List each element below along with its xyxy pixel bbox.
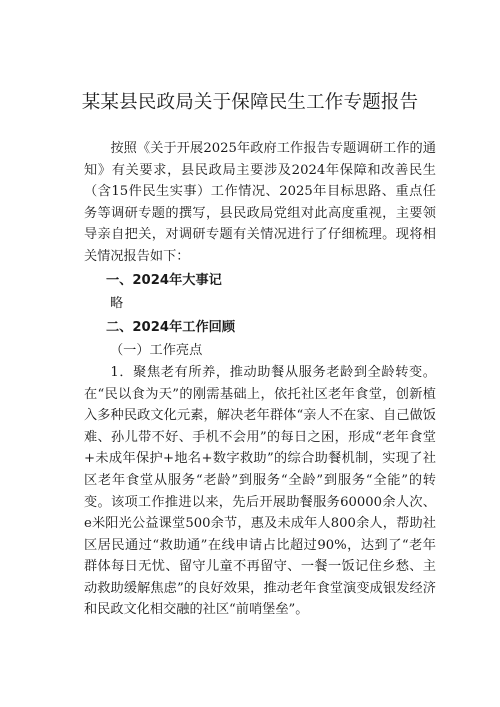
intro-paragraph: 按照《关于开展2025年政府工作报告专题调研工作的通知》有关要求，县民政局主要涉及2024年保障和改善民生（含15件民生实事）工作情况、2025年目标思路、重点任务等调研专题的撰写，县民政局党组对此高度重视，主要领导亲自把关，对调研专题有关情况进行了仔细梳理。现将相关情况报告如下： bbox=[84, 141, 436, 264]
section-body-events: 略 bbox=[110, 296, 124, 312]
highlight-item-1: 1．聚焦老有所养，推动助餐从服务老龄到全龄转变。在“民以食为天”的刚需基础上，依托社区老年食堂，创新植入多种民政文化元素，解决老年群体“亲人不在家、自己做饭难、孙儿带不好、手机不会用”的每日之困，形成“老年食堂+未成年保护+地名+数字救助”的综合助餐机制，实现了社区老年食堂从服务“老龄”到服务“全龄”到服务“全能”的转变。该项工作推进以来，先后开展助餐服务60000余人次、e米阳光公益课堂500余节，惠及未成年人800余人，帮助社区居民通过“救助通”在线申请占比超过90%，达到了“老年群体每日无忧、留守儿童不再留守、一餐一饭记住乡愁、主动救助缓解焦虑”的良好效果，推动老年食堂演变成银发经济和民政文化相交融的社区“前哨堡垒”。 bbox=[84, 364, 436, 618]
document-title: 某某县民政局关于保障民生工作专题报告 bbox=[81, 92, 419, 113]
subsection-heading-highlights: （一）工作亮点 bbox=[110, 343, 203, 359]
document-body bbox=[84, 138, 436, 621]
section-heading-review: 二、2024年工作回顾 bbox=[106, 319, 236, 335]
section-heading-events: 一、2024年大事记 bbox=[106, 272, 222, 288]
